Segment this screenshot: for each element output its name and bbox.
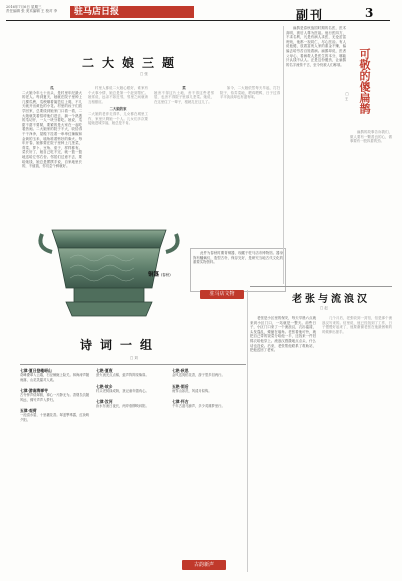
article3-author: □ 王	[345, 92, 349, 101]
section-name: 副刊	[296, 8, 325, 20]
artifact-caption	[148, 270, 188, 280]
article1-subhead-b: 二大娘的家	[109, 107, 127, 112]
article3-col2-text: 扁鹊的故事告诉我们，做人要有一颗善良的心，做事要有一股执着的劲。	[350, 130, 392, 144]
article3-col2	[350, 130, 392, 276]
article3-title: 可敬的傻扁鹊	[358, 48, 371, 114]
article4-title: 老张与流浪汉	[292, 294, 370, 304]
artifact-stamp: 驻马店文物	[200, 290, 244, 299]
column-divider	[283, 26, 284, 284]
artifact-description: 此件为春秋时期青铜器，现藏于驻马店市博物馆。器身饰有蟠螭纹，造型古朴，保存完好，是研究当地古代文化的重要实物资料。	[190, 248, 286, 292]
artifact-caption-title: 铜簋	[148, 272, 160, 278]
poem-body: 村头老树绿成荫，犹记童年嬉戏心。	[96, 388, 149, 393]
article3-col1	[286, 26, 346, 276]
poem-body: 奇峰叠翠入云端，石径蜿蜒上险关。林海涛声随雨落，山花笑靥对人欢。	[20, 373, 90, 382]
article2-title: 诗词一组	[80, 338, 161, 352]
poem-title: 七绝·秋思	[172, 368, 189, 373]
poem-body: 古寺钟声绕翠微，禅心一片静无为。香烟袅袅随风远，佛号声声入梦归。	[20, 393, 90, 402]
masthead-rule	[6, 20, 390, 21]
masthead-meta	[6, 5, 68, 14]
article1-col1	[22, 86, 82, 220]
article1-author: □ 张	[140, 72, 148, 76]
article1-col2-text: 村里人都说二大娘心眼好，谁家有个大事小情，她总是第一个赶到帮忙。她常说，远亲不如近邻，邻里之间就该互相照应。	[88, 86, 148, 104]
paper-name-banner	[70, 6, 194, 18]
poem-title: 七绝·故乡	[96, 383, 113, 389]
poem-title: 七律·怀古	[172, 399, 189, 404]
article1-title: 二大娘三题	[82, 56, 183, 68]
poem-title: 七律·汝河	[96, 399, 113, 404]
article1-col2	[88, 86, 148, 220]
article4-author: □ 赵	[320, 306, 328, 310]
poem-body: 一池清水碧，十里藕花香。翠盖擎珠露，红妆映夕阳。	[20, 413, 90, 422]
article4-col2-text: 几个月后，老张收到一封信，信是那个流浪汉写来的。信里说，他已经找到了工作，日子慢慢好起来了，他要谢谢老张在他最困难的时候伸出援手。	[322, 316, 392, 334]
article2-rule	[20, 364, 246, 365]
masthead-meta-line2: 责任编辑 张 美术编辑 王 校对 李	[6, 9, 58, 14]
article1-col3-text: 她舍不得这片土地，舍不得这些老邻居，也舍不得院子里那几垄菜。她说，在这里住了一辈子，根就扎在这儿了。	[154, 90, 214, 104]
poem-item	[20, 388, 90, 402]
article4-col2	[322, 316, 392, 572]
article1-body: 二大娘今年七十出头，是村里年纪最大的老人。每到夏天，她就在院子里种上几棵瓜秧，瓜秧顺着篱笆往上爬，不几天就开出黄色的小花。村里的孩子们放学回家，总要绕到她家门口看一看，二大娘就笑着招呼他们进去，摘一个熟透的瓜切开，一人一块分着吃。她说，瓜甜不甜不要紧，要紧的是大家在一起吃着热闹。二大娘家的院子不大，收拾得干干净净，屋檐下挂着一串串红辣椒和金黄的玉米，墙角堆着劈好的柴火。每年开春，她都要在院子里种上几垄菜，青菜、萝卜、豆角、茄子，样样都有。菜长好了，她自己吃不完，就一篮一篮地送给左邻右舍。邻居们过意不去，要给她钱，她总是摆摆手说，自家地里长的，不值钱，你们尝个鲜就好。	[22, 90, 82, 169]
poem-body: 千年古道马蹄声，多少英雄梦里行。	[172, 404, 225, 408]
poem-item	[96, 399, 166, 409]
article1-col2-text-b: 二大娘的老伴走得早，儿女都在城里工作，家里只剩她一个人。儿女们多次要接她进城享福，她总是不肯。	[88, 111, 148, 126]
article1-col4	[220, 86, 280, 220]
masthead-meta-line1: 2016年7月6日 星期三	[6, 5, 42, 9]
poem-item	[96, 368, 166, 378]
poems-col2	[96, 368, 166, 573]
article4-body: 老张是小区里的保安，每天早晨六点就来到小区门口，一站就是一整天。前些日子，小区门口来了一个流浪汉，衣衫褴褛，头发蓬乱，蜷缩在墙角。老张看他可怜，就把自己带的饭菜分给他一半，还找来一件旧棉衣给他穿上。流浪汉感激地点点头，什么话也没说。后来，老张帮他联系了救助站，把他送回了老家。	[250, 316, 316, 353]
article4-col1	[250, 316, 316, 572]
article4-rule	[250, 286, 392, 287]
poem-body: 雨霁山如洗，风清月似钩。	[172, 388, 212, 393]
bronze-vessel-image	[34, 208, 184, 326]
poem-item	[172, 368, 244, 378]
artifact-caption-note: (春秋)	[160, 273, 171, 277]
bronze-vessel-illustration	[34, 208, 184, 326]
article1-subhead-a: 瓜	[50, 86, 54, 90]
article2-author: □ 刘	[130, 356, 138, 360]
article1-col4-text: 如今，二大娘依然每天早起，打扫院子，侍弄菜地，喂鸡喂鸭，日子过得平平淡淡却也有滋有味。	[220, 86, 280, 100]
poem-title: 七律·游南海禅寺	[20, 388, 48, 393]
poem-body: 金风送爽稻花香，游子思乡泪两行。	[172, 373, 225, 377]
poem-title: 七律·夏日登嵖岈山	[20, 368, 52, 373]
column-divider	[247, 290, 248, 572]
paper-name: 驻马店日报	[74, 7, 120, 17]
poem-title: 七绝·夏夜	[96, 368, 113, 373]
poem-item	[20, 408, 90, 422]
article1-subhead-c: 菜	[182, 86, 186, 90]
poem-body: 汝水东流日夜长，两岸垂柳映斜阳。	[96, 404, 149, 408]
poem-item	[96, 384, 166, 394]
article3-body: 扁鹊是春秋战国时期的名医，医术高明，被后人尊为医祖。他行医四方，不求名利，凡是有病人求医，无论贫富贵贱，他都一视同仁，尽心医治。有人说他傻，放着富贵人家的重金不赚，偏偏去给穷苦百姓看病。扁鹊却说，医者父母心，看病救人是医生的本分，哪能只认钱不认人。正是这份傻劲，让扁鹊的名字流传千古，至今仍被人们称颂。	[286, 26, 346, 67]
poem-title: 五绝·雨后	[172, 383, 189, 389]
poems-col1	[20, 368, 90, 573]
poem-item	[172, 384, 244, 394]
poem-item	[20, 368, 90, 382]
article1-col3	[154, 86, 214, 220]
poems-col3	[172, 368, 244, 573]
bottom-section-tag: 古韵新声	[182, 560, 226, 570]
poem-body: 萤火流光点点稀，蛙声阵阵绕柴扉。	[96, 373, 149, 377]
poem-item	[172, 399, 244, 409]
page-number: 3	[365, 6, 374, 20]
poem-title: 五律·观荷	[20, 408, 37, 413]
